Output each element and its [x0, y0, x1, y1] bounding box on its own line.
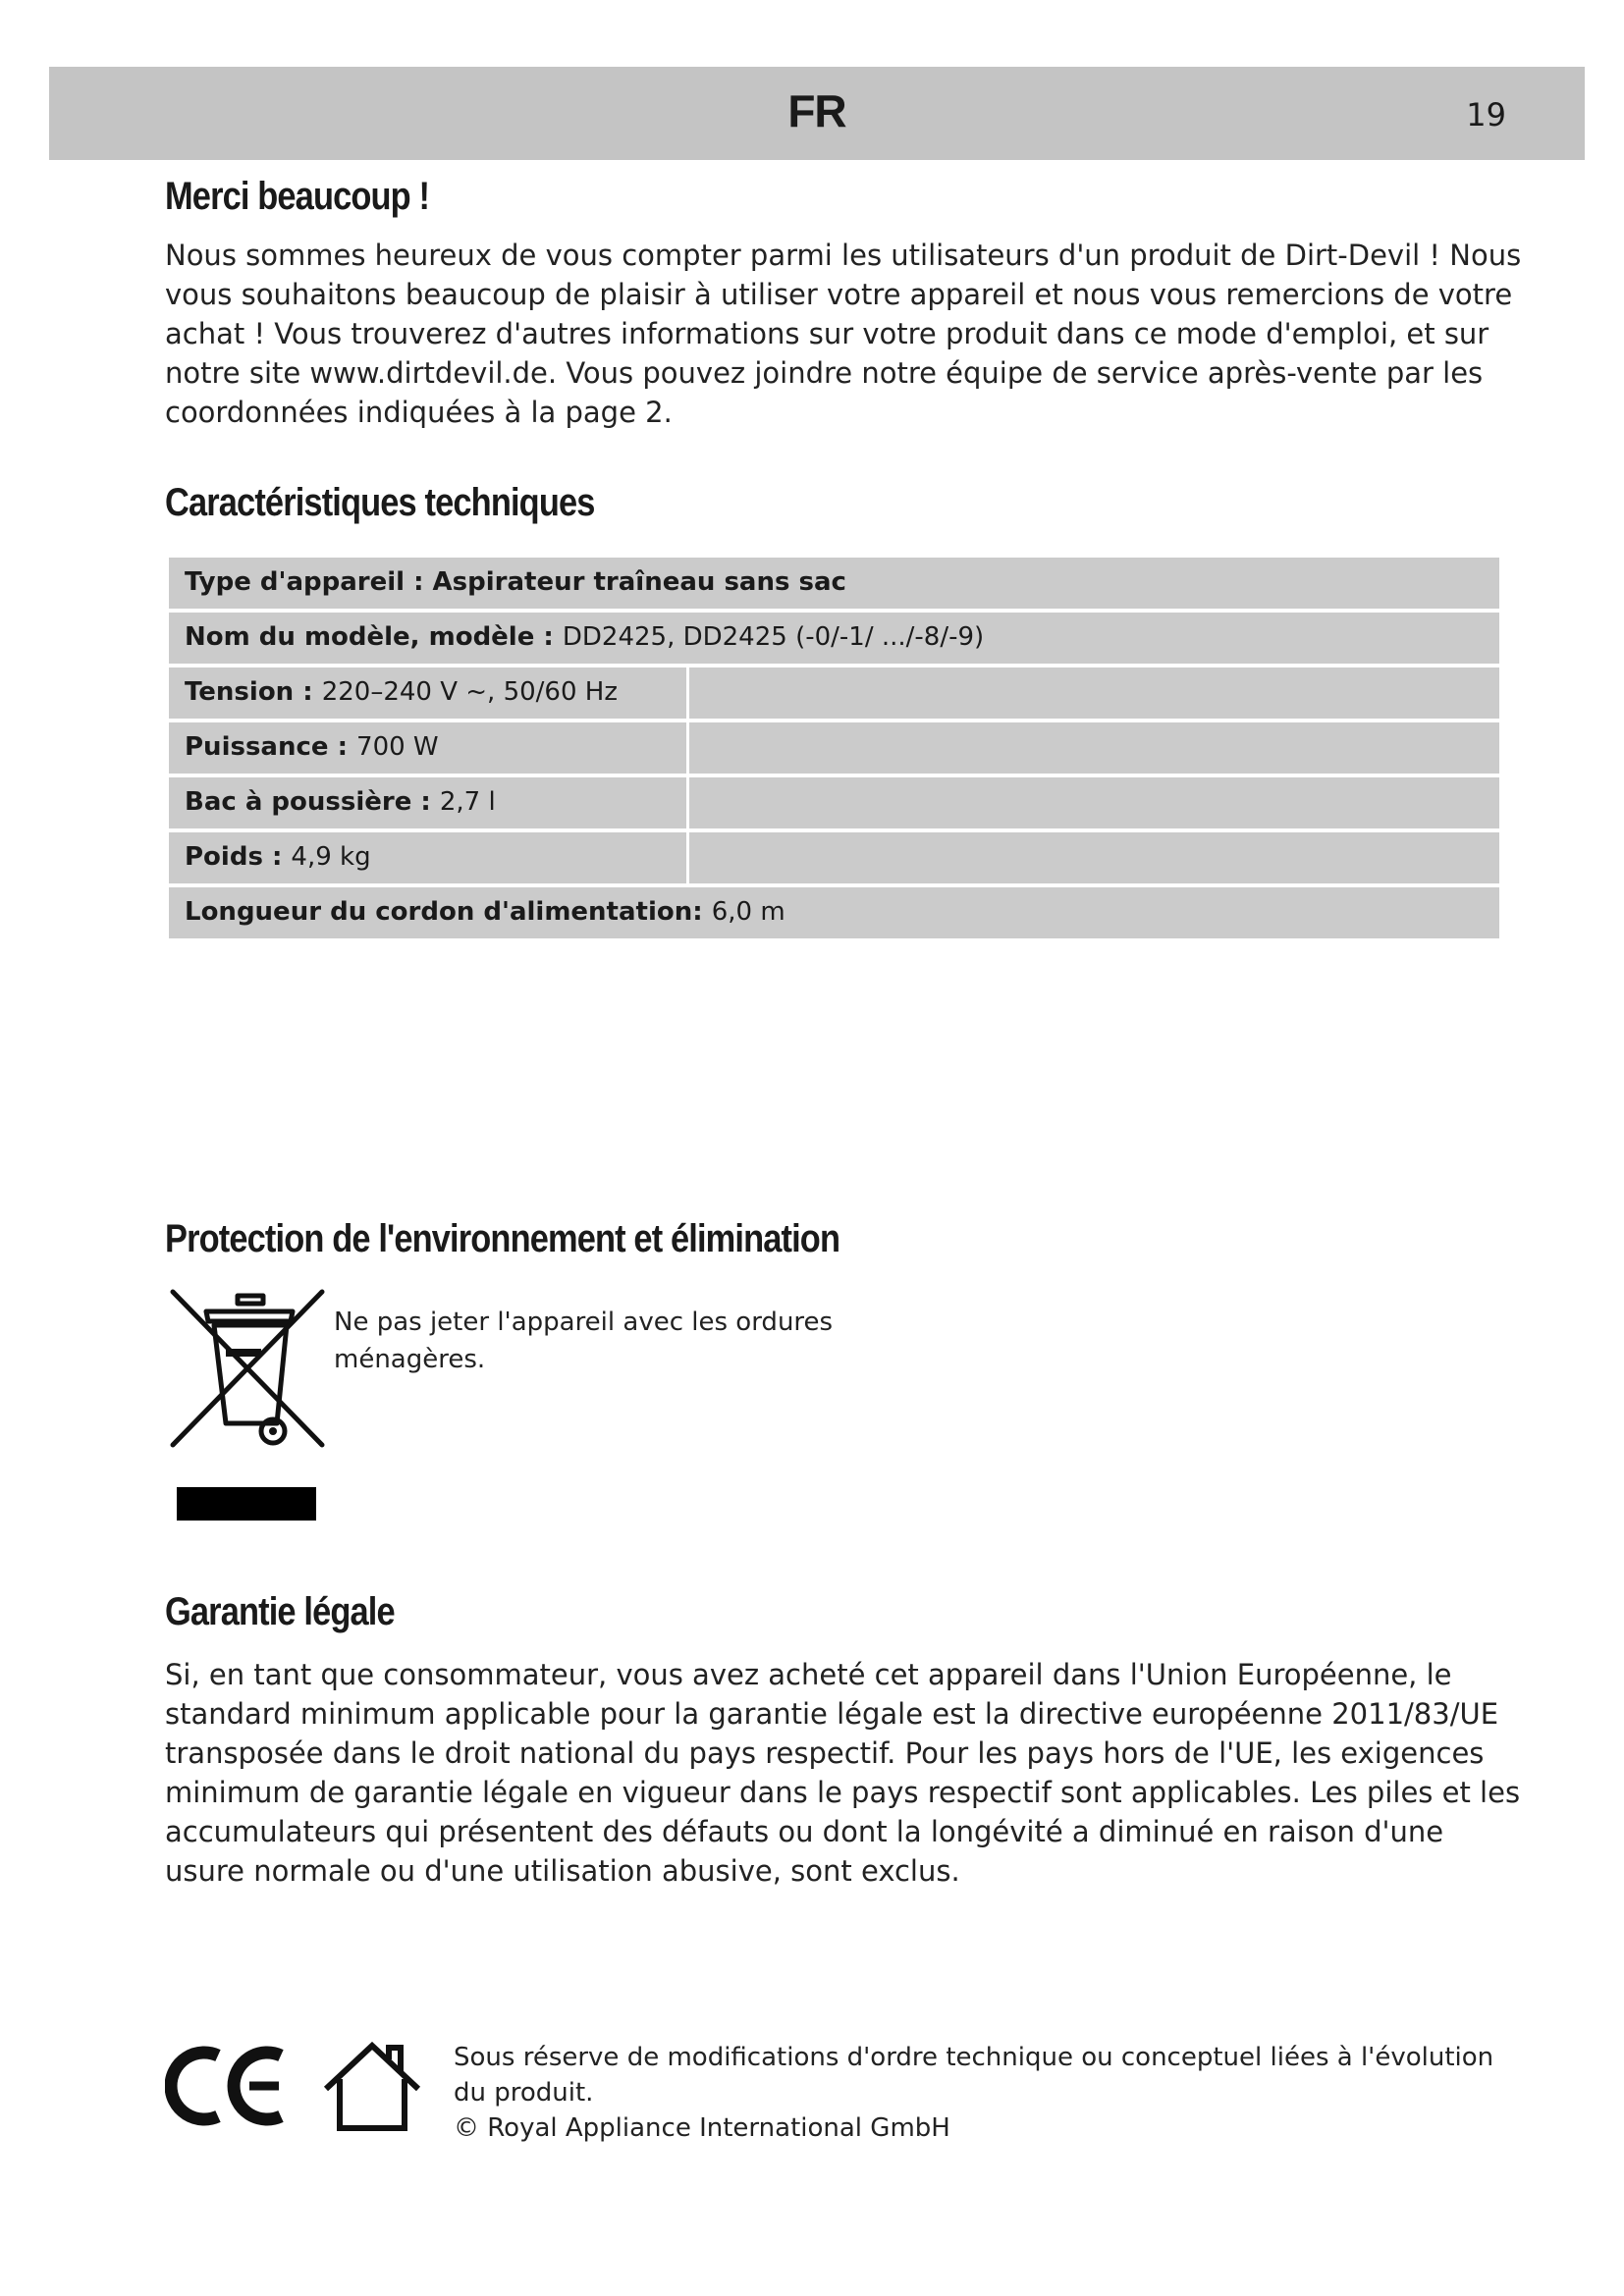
- spec-label: Bac à poussière :: [185, 787, 440, 817]
- warranty-paragraph: Si, en tant que consommateur, vous avez acheté cet appareil dans l'Union Européenne, le standard minimum applicable pour la garantie légale est la directive européenne 2011/83/UE transposée dans le droit national du pays respectif. Pour les pays hors de l'UE, les exigences minimum de garantie légale en vigueur dans le pays respectif sont applicables. Les piles et les accumulateurs qui présentent des défauts ou dont la longévité a diminué en raison d'une usure normale ou d'une utilisation abusive, sont exclus.: [165, 1658, 1521, 1888]
- footer-copyright: © Royal Appliance International GmbH: [454, 2113, 950, 2143]
- house-icon: [320, 2040, 424, 2134]
- page-header: [49, 67, 1585, 160]
- page-number: 19: [1466, 96, 1506, 133]
- spec-row: [169, 667, 1499, 719]
- spec-label: Nom du modèle, modèle :: [185, 622, 563, 652]
- spec-label: Type d'appareil : Aspirateur traîneau sans sac: [185, 567, 846, 597]
- spec-row: [169, 722, 1499, 774]
- spec-label: Puissance :: [185, 732, 357, 762]
- language-code: FR: [787, 85, 846, 136]
- spec-label: Poids :: [185, 842, 292, 872]
- crossed-out-wheelie-bin-icon: [167, 1286, 326, 1453]
- spec-row: [169, 832, 1499, 883]
- warranty-heading: Garantie légale: [165, 1590, 395, 1633]
- footer-notice: [454, 2040, 1514, 2146]
- spec-row: [169, 558, 1499, 609]
- specs-heading: Caractéristiques techniques: [165, 481, 595, 524]
- ce-mark-icon: [165, 2042, 291, 2130]
- spec-row: [169, 777, 1499, 828]
- spec-table: [169, 558, 1499, 942]
- spec-value: 4,9 kg: [291, 842, 371, 872]
- thanks-heading: Merci beaucoup !: [165, 175, 430, 218]
- spec-value: 6,0 m: [711, 897, 785, 927]
- environment-heading: Protection de l'environnement et élimination: [165, 1217, 840, 1260]
- thanks-paragraph: Nous sommes heureux de vous compter parmi les utilisateurs d'un produit de Dirt-Devil ! Nous vous souhaitons beaucoup de plaisir à utiliser votre appareil et nous vous remercions de votre achat ! Vous trouverez d'autres informations sur votre produit dans ce mode d'emploi, et sur notre site www.dirtdevil.de. Vous pouvez joindre notre équipe de service après-vente par les coordonnées indiquées à la page 2.: [165, 239, 1522, 429]
- spec-row: [169, 887, 1499, 938]
- spec-row: [169, 613, 1499, 664]
- spec-value: DD2425, DD2425 (-0/-1/ .../-8/-9): [562, 622, 985, 652]
- disposal-note: Ne pas jeter l'appareil avec les ordures ménagères.: [334, 1308, 834, 1374]
- spec-value: 700 W: [356, 732, 439, 762]
- footer-disclaimer: Sous réserve de modifications d'ordre technique ou conceptuel liées à l'évolution du produit.: [454, 2043, 1494, 2108]
- spec-value: 2,7 l: [439, 787, 496, 817]
- spec-label: Tension :: [185, 677, 322, 707]
- spec-value: 220–240 V ~, 50/60 Hz: [321, 677, 618, 707]
- spec-label: Longueur du cordon d'alimentation:: [185, 897, 712, 927]
- weee-black-bar: [177, 1487, 316, 1521]
